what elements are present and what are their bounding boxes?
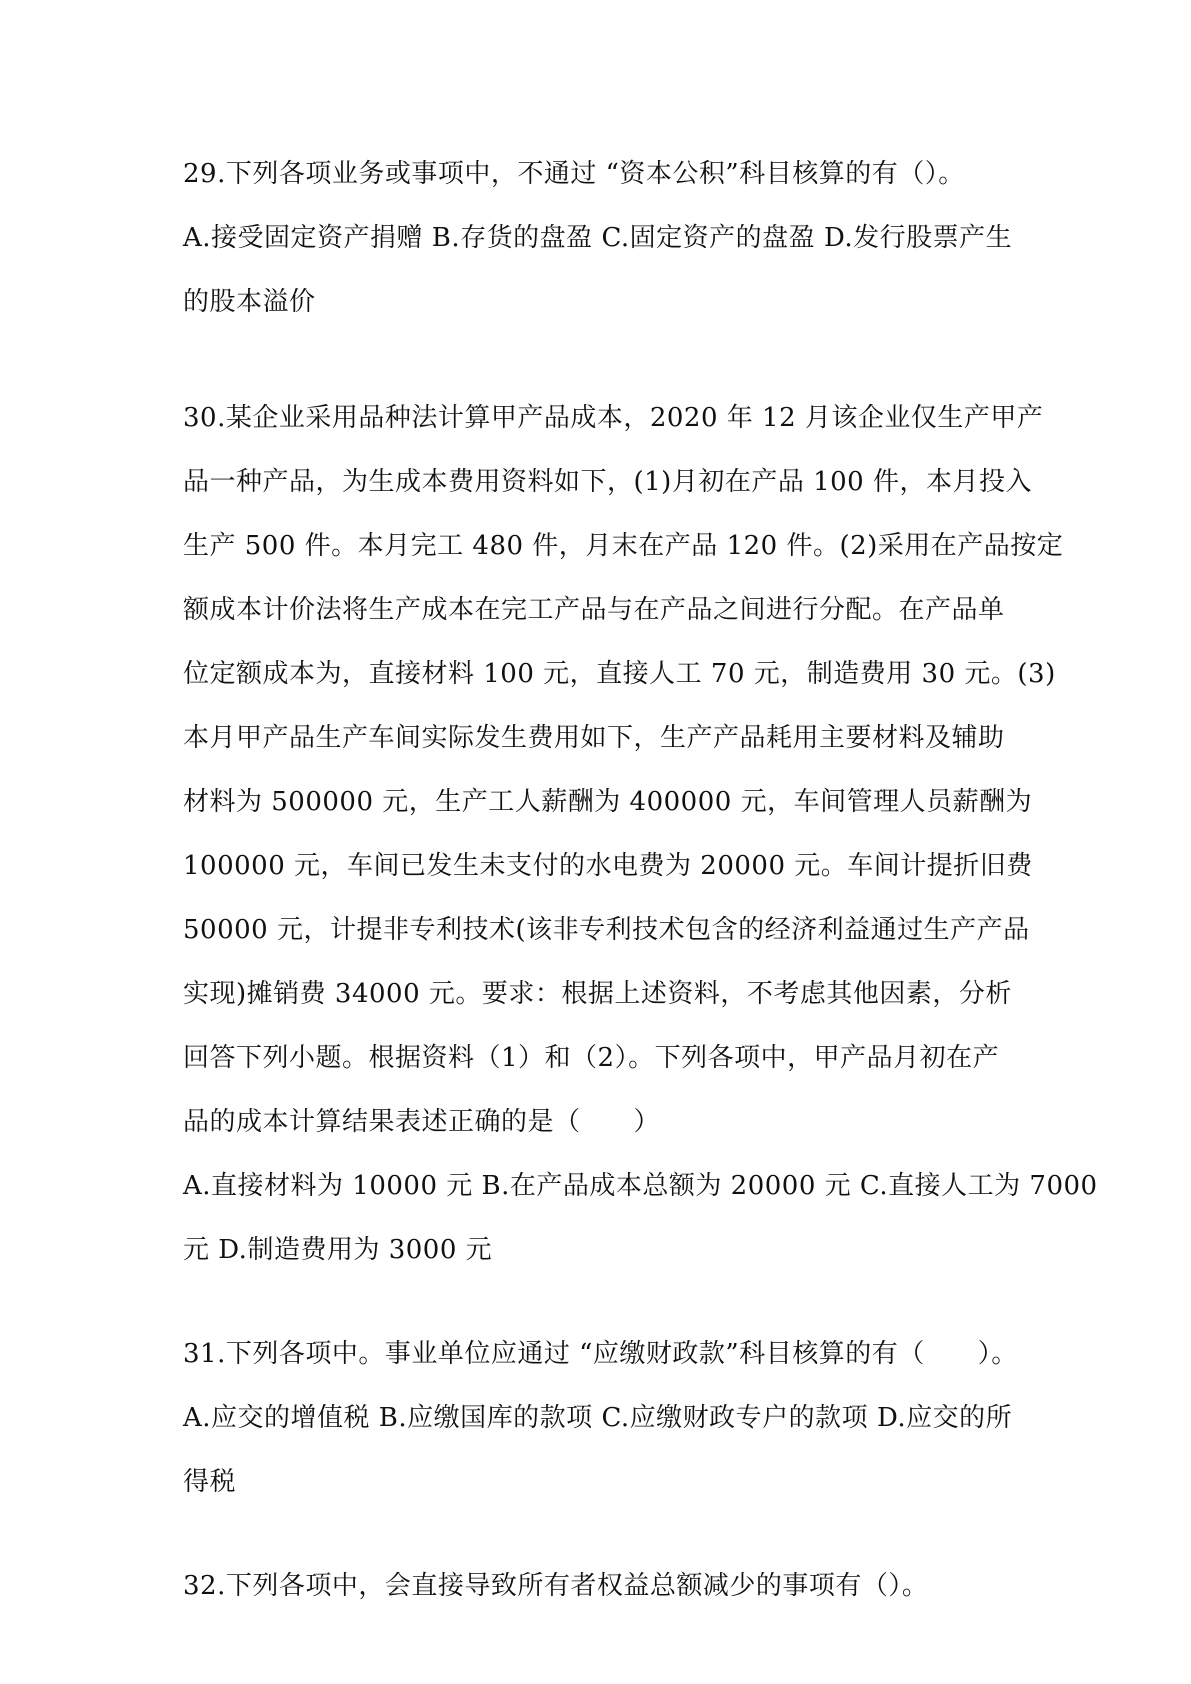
- question-30-options-cont: 元 D.制造费用为 3000 元: [183, 1235, 493, 1265]
- question-29-stem: 29.下列各项业务或事项中，不通过 “资本公积”科目核算的有（）。: [183, 159, 965, 189]
- question-31-options: A.应交的增值税 B.应缴国库的款项 C.应缴财政专户的款项 D.应交的所: [183, 1403, 1013, 1433]
- question-31: [183, 1322, 1023, 1514]
- question-30-line: 100000 元，车间已发生未支付的水电费为 20000 元。车间计提折旧费: [183, 851, 1033, 881]
- question-30-line: 品的成本计算结果表述正确的是（ ）: [183, 1107, 661, 1137]
- question-30-line: 回答下列小题。根据资料（1）和（2）。下列各项中，甲产品月初在产: [183, 1043, 1000, 1073]
- question-30-line: 30.某企业采用品种法计算甲产品成本，2020 年 12 月该企业仅生产甲产: [183, 403, 1044, 433]
- question-32-stem: 32.下列各项中，会直接导致所有者权益总额减少的事项有（）。: [183, 1571, 929, 1601]
- question-30-line: 实现)摊销费 34000 元。要求：根据上述资料，不考虑其他因素，分析: [183, 979, 1012, 1009]
- question-30: [183, 386, 1098, 1282]
- question-31-options-cont: 得税: [183, 1467, 237, 1497]
- question-29-options: A.接受固定资产捐赠 B.存货的盘盈 C.固定资产的盘盈 D.发行股票产生: [183, 223, 1013, 253]
- question-30-line: 位定额成本为，直接材料 100 元，直接人工 70 元，制造费用 30 元。(3): [183, 659, 1056, 689]
- question-30-line: 50000 元，计提非专利技术(该非专利技术包含的经济利益通过生产产品: [183, 915, 1030, 945]
- question-29: [183, 142, 1023, 334]
- question-30-line: 本月甲产品生产车间实际发生费用如下，生产产品耗用主要材料及辅助: [183, 723, 1005, 753]
- document-page: [183, 142, 1098, 1618]
- question-30-line: 生产 500 件。本月完工 480 件，月末在产品 120 件。(2)采用在产品按定: [183, 531, 1064, 561]
- question-32: [183, 1554, 1023, 1618]
- question-29-options-cont: 的股本溢价: [183, 287, 316, 317]
- question-30-line: 品一种产品，为生成本费用资料如下，(1)月初在产品 100 件，本月投入: [183, 467, 1032, 497]
- question-31-stem: 31.下列各项中。事业单位应通过 “应缴财政款”科目核算的有（ ）。: [183, 1339, 1018, 1369]
- question-30-options: A.直接材料为 10000 元 B.在产品成本总额为 20000 元 C.直接人工为 7000: [183, 1171, 1098, 1201]
- question-30-line: 材料为 500000 元，生产工人薪酬为 400000 元，车间管理人员薪酬为: [183, 787, 1033, 817]
- question-30-line: 额成本计价法将生产成本在完工产品与在产品之间进行分配。在产品单: [183, 595, 1005, 625]
